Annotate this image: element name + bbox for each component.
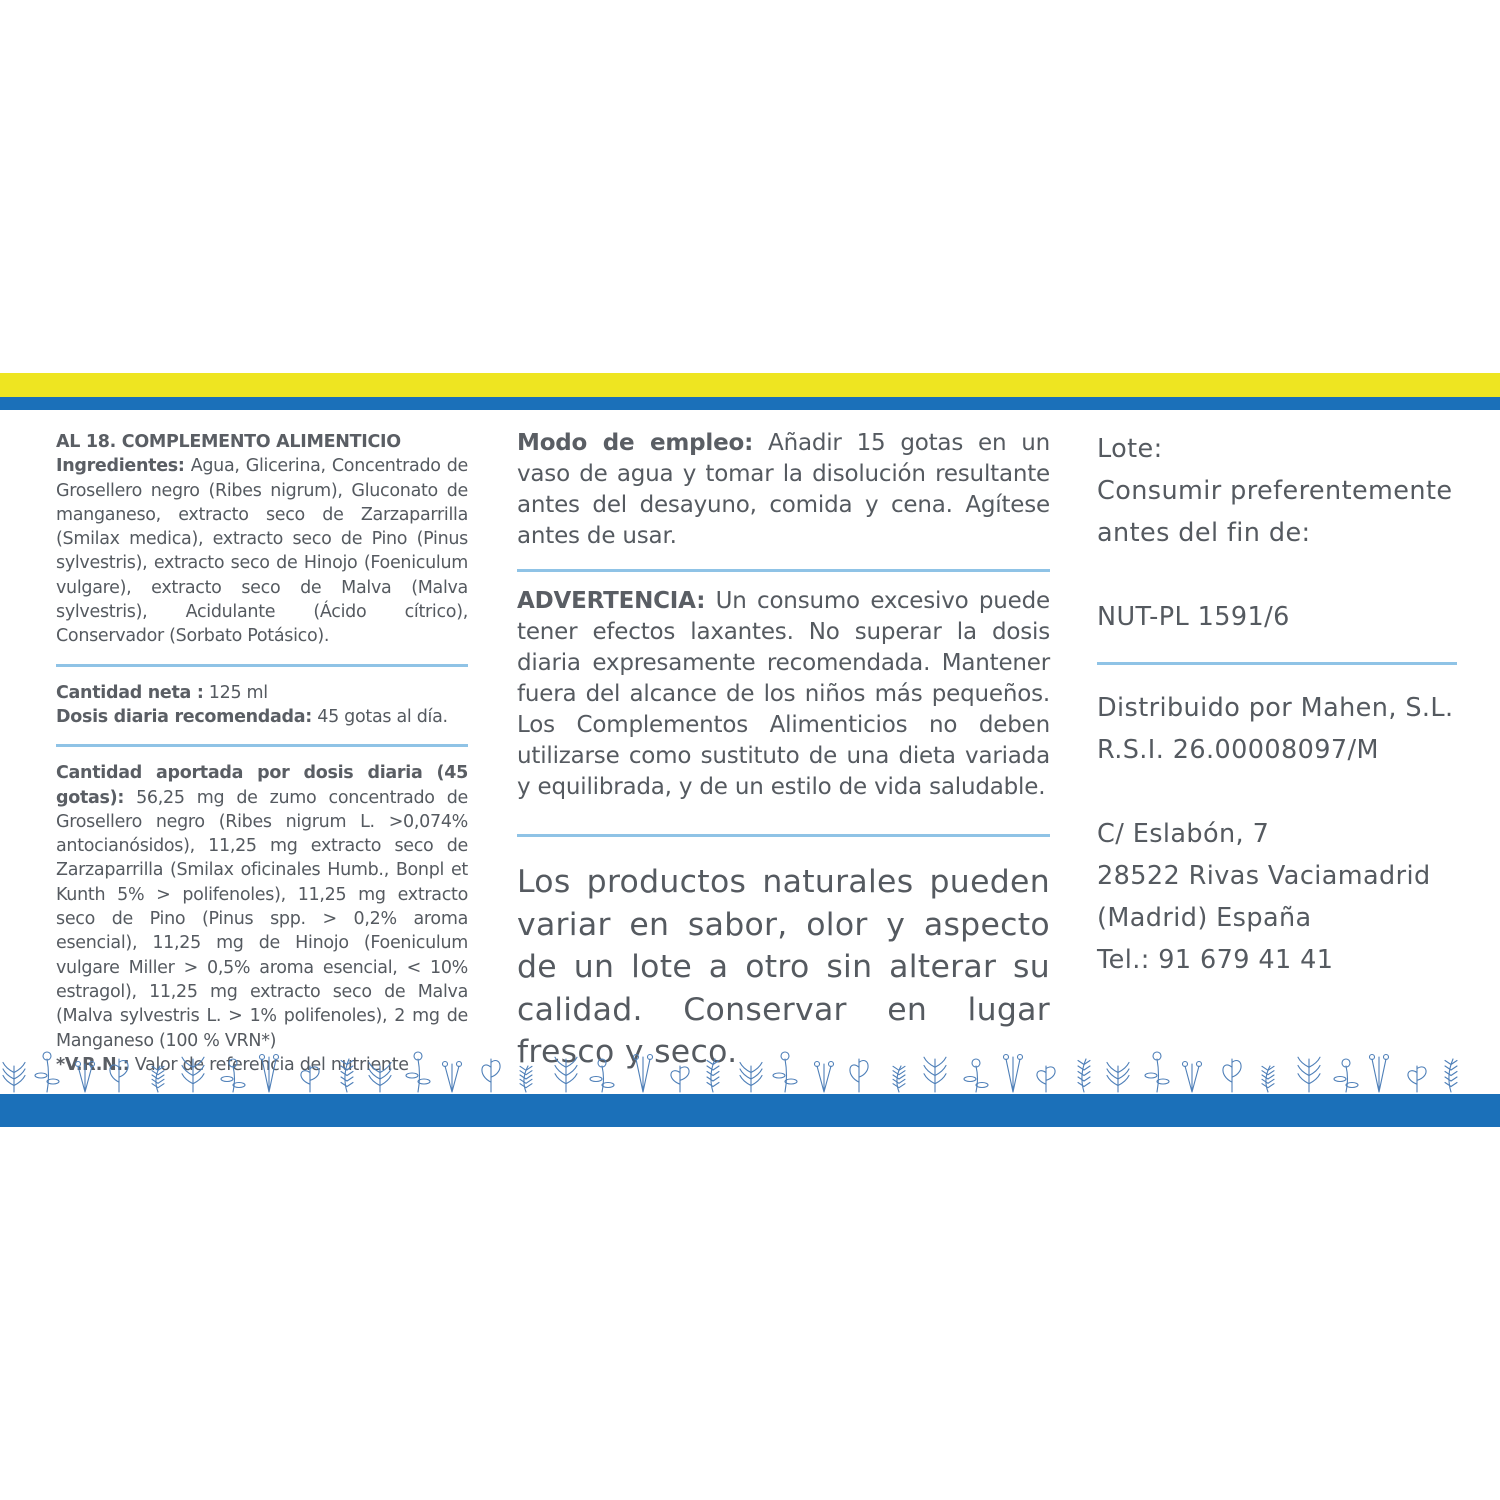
divider <box>56 744 468 747</box>
divider <box>517 569 1050 572</box>
address-street: C/ Eslabón, 7 <box>1097 819 1270 849</box>
usage-column <box>517 428 1050 1074</box>
dose-label: Dosis diaria recomendada: <box>56 706 312 727</box>
top-blue-stripe <box>0 397 1500 410</box>
contribution-text: 56,25 mg de zumo concentrado de Grosellero negro (Ribes nigrum L. >0,074% antocianósidos), 11,25 mg extracto seco de Zarzaparrilla (Smilax oficinales Humb., Bonpl et Kunth 5% > polifenoles), 11,25 mg extracto seco de Pino (Pinus spp. > 0,2% aroma esencial), 11,25 mg de Hinojo (Foeniculum vulgare Miller > 0,5% aroma esencial, < 10% estragol), 11,25 mg extracto seco de Malva (Malva sylvestris L. > 1% polifenoles), 2 mg de Manganeso (100 % VRN*) <box>56 787 469 1051</box>
vrn-label: *V.R.N.: <box>56 1054 130 1075</box>
vrn-text: Valor de referencia del nutriente <box>134 1054 409 1075</box>
dose-value: 45 gotas al día. <box>317 706 448 727</box>
phone-number: Tel.: 91 679 41 41 <box>1097 945 1334 975</box>
usage-label: Modo de empleo: <box>517 430 754 456</box>
best-before-line-2: antes del fin de: <box>1097 518 1311 548</box>
product-title: AL 18. COMPLEMENTO ALIMENTICIO <box>56 432 401 452</box>
contribution-label: Cantidad aportada por dosis diaria (45 gotas): <box>56 763 468 808</box>
lot-label: Lote: <box>1097 434 1163 464</box>
registration-number: NUT-PL 1591/6 <box>1097 602 1290 632</box>
natural-products-note: Los productos naturales pueden variar en sabor, olor y aspecto de un lote a otro sin alterar su calidad. Conservar en lugar fresco y seco. <box>517 864 1050 1070</box>
address-region: (Madrid) España <box>1097 903 1312 933</box>
warning-block <box>517 586 1050 803</box>
spacer <box>1097 771 1477 813</box>
warning-label: ADVERTENCIA: <box>517 588 706 614</box>
divider <box>56 664 468 667</box>
divider <box>517 834 1050 837</box>
distributor-column <box>1097 428 1477 981</box>
ingredients-text: Agua, Glicerina, Concentrado de Grosellero negro (Ribes nigrum), Gluconato de manganeso, extracto seco de Zarzaparrilla (Smilax medica), extracto seco de Pino (Pinus sylvestris), extracto seco de Hinojo (Foeniculum vulgare), extracto seco de Malva (Malva sylvestris), Acidulante (Ácido cítrico), Conservador (Sorbato Potásico). <box>56 456 469 647</box>
spacer <box>1097 554 1477 596</box>
address-city: 28522 Rivas Vaciamadrid <box>1097 861 1431 891</box>
net-label: Cantidad neta : <box>56 682 204 703</box>
best-before-line-1: Consumir preferentemente <box>1097 476 1453 506</box>
yellow-stripe <box>0 373 1500 397</box>
botanical-plants-icon <box>0 1048 1500 1094</box>
net-quantity <box>56 681 468 705</box>
usage-block <box>517 428 1050 552</box>
rsi-number: R.S.I. 26.00008097/M <box>1097 735 1379 765</box>
divider <box>1097 662 1457 665</box>
contribution-block <box>56 761 468 1053</box>
ingredients-label: Ingredientes: <box>56 456 185 477</box>
usage-text: Añadir 15 gotas en un vaso de agua y tomar la disolución resultante antes del desayuno, comida y cena. Agítese antes de usar. <box>517 430 1050 549</box>
distributor-name: Distribuido por Mahen, S.L. <box>1097 693 1454 723</box>
ingredients-block <box>56 454 468 648</box>
ingredients-column <box>56 430 468 1077</box>
bottom-blue-stripe <box>0 1094 1500 1127</box>
daily-dose <box>56 705 468 729</box>
net-value: 125 ml <box>208 682 268 703</box>
warning-text: Un consumo excesivo puede tener efectos laxantes. No superar la dosis diaria expresamente recomendada. Mantener fuera del alcance de los niños más pequeños. Los Complementos Alimenticios no deben utilizarse como sustituto de una dieta variada y equilibrada, y de un estilo de vida saludable. <box>517 588 1050 800</box>
